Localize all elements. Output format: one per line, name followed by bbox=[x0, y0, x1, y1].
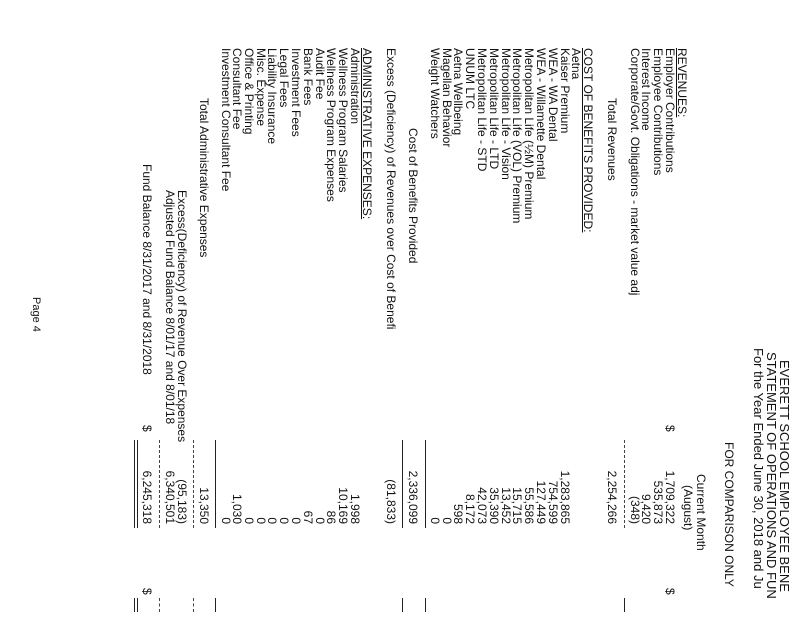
header-subtitle: STATEMENT OF OPERATIONS AND FUN bbox=[764, 352, 779, 599]
benefit-label: Aetna bbox=[569, 48, 583, 80]
admin-label: Audit Fee bbox=[313, 48, 327, 100]
benefit-value: 8,172 bbox=[463, 493, 477, 524]
benefit-label: Aetna Wellbeing bbox=[451, 48, 465, 136]
revenue-value: 1,709,322 bbox=[663, 470, 677, 524]
rule bbox=[402, 440, 403, 528]
cost-of-benefits-value: 2,336,099 bbox=[406, 470, 420, 524]
dollar-sign: $ bbox=[663, 588, 677, 595]
admin-label: Investment Consultant Fee bbox=[219, 48, 233, 192]
revenue-label: Employee Contributions bbox=[651, 48, 665, 176]
benefit-label: WEA - WA Dental bbox=[546, 48, 560, 142]
header-title: EVERETT SCHOOL EMPLOYEE BENE bbox=[777, 360, 792, 592]
revenue-label: Corporate/Govt. Obligations - market value adj bbox=[628, 48, 642, 296]
benefit-label: Kaiser Premium bbox=[558, 48, 572, 134]
rule bbox=[159, 598, 160, 612]
rule bbox=[624, 598, 625, 612]
benefit-value: 35,390 bbox=[487, 487, 501, 524]
rule bbox=[425, 598, 426, 612]
revenue-value: (348) bbox=[628, 495, 642, 524]
benefit-value: 13,452 bbox=[499, 487, 513, 524]
fund-balance-label: Fund Balance 8/31/2017 and 8/31/2018 bbox=[140, 164, 154, 375]
total-revenues-label: Total Revenues bbox=[605, 98, 619, 181]
rule bbox=[425, 440, 426, 528]
double-rule bbox=[134, 598, 138, 612]
excess-revenues-label: Excess (Deficiency) of Revenues over Cost of Benefi bbox=[384, 48, 398, 330]
total-revenues-value: 2,254,266 bbox=[605, 470, 619, 524]
rule bbox=[193, 440, 194, 528]
admin-value: 0 bbox=[254, 517, 268, 524]
admin-value: 86 bbox=[324, 510, 338, 524]
admin-label: Misc. Expense bbox=[254, 48, 268, 127]
benefit-value: 0 bbox=[440, 517, 454, 524]
admin-value: 1,998 bbox=[348, 493, 362, 524]
admin-label: Administration bbox=[348, 48, 362, 125]
dollar-sign: $ bbox=[140, 425, 154, 432]
benefit-value: 55,586 bbox=[522, 487, 536, 524]
column-subtitle: (August) bbox=[681, 485, 695, 531]
admin-value: 0 bbox=[313, 517, 327, 524]
benefit-label: Metropolitan Life - STD bbox=[475, 48, 489, 172]
revenues-heading: REVENUES: bbox=[675, 48, 689, 118]
admin-label: Legal Fees bbox=[277, 48, 291, 108]
revenue-label: Interest Income bbox=[639, 48, 653, 131]
admin-value: 67 bbox=[301, 510, 315, 524]
admin-value: 0 bbox=[265, 517, 279, 524]
admin-value: 0 bbox=[242, 517, 256, 524]
benefit-label: UNUM LTC bbox=[463, 48, 477, 110]
admin-label: Liability Insurance bbox=[265, 48, 279, 145]
rule bbox=[402, 598, 403, 612]
admin-value: 0 bbox=[277, 517, 291, 524]
admin-label: Bank Fees bbox=[301, 48, 315, 106]
total-admin-label: Total Administrative Expenses bbox=[197, 98, 211, 258]
admin-value: 10,169 bbox=[336, 487, 350, 524]
summary-value: (95,183) bbox=[175, 479, 189, 524]
admin-value: 1,030 bbox=[230, 493, 244, 524]
admin-label: Investment Fees bbox=[289, 48, 303, 137]
rule bbox=[215, 440, 216, 528]
benefit-label: Metropolitan Life - Vision bbox=[499, 48, 513, 180]
summary-label: Adjusted Fund Balance 8/01/17 and 8/01/18 bbox=[163, 190, 177, 425]
benefit-label: Weight Watchers bbox=[428, 48, 442, 139]
admin-label: Consultant Fee bbox=[230, 48, 244, 130]
benefit-label: WEA - Willamette Dental bbox=[534, 48, 548, 180]
summary-value: 6,340,501 bbox=[163, 470, 177, 524]
benefit-value: 1,283,865 bbox=[558, 470, 572, 524]
column-title: Current Month bbox=[694, 474, 708, 551]
rule bbox=[624, 440, 625, 528]
benefit-label: Magellan Behavior bbox=[440, 48, 454, 148]
benefit-label: Metropolitan Life - LTD bbox=[487, 48, 501, 170]
admin-label: Wellness Program Salaries bbox=[336, 48, 350, 193]
summary-label: Excess(Deficiency) of Revenue Over Expenses bbox=[175, 190, 189, 443]
admin-label: Wellness Program Expenses bbox=[324, 48, 338, 202]
benefit-value: 598 bbox=[451, 503, 465, 524]
rule bbox=[159, 440, 160, 528]
page-number: Page 4 bbox=[30, 297, 42, 332]
revenue-value: 9,420 bbox=[639, 493, 653, 524]
comparison-label: FOR COMPARISON ONLY bbox=[722, 442, 736, 587]
benefit-value: 754,599 bbox=[546, 480, 560, 524]
admin-heading: ADMINISTRATIVE EXPENSES: bbox=[360, 48, 374, 220]
dollar-sign: $ bbox=[663, 425, 677, 432]
benefits-heading: COST OF BENEFITS PROVIDED: bbox=[581, 48, 595, 233]
cost-of-benefits-label: Cost of Benefits Provided bbox=[406, 128, 420, 264]
admin-label: Office & Printing bbox=[242, 48, 256, 135]
rule bbox=[215, 598, 216, 612]
benefit-value: 15,715 bbox=[510, 487, 524, 524]
fund-balance-value: 6,245,318 bbox=[140, 470, 154, 524]
benefit-value: 42,073 bbox=[475, 487, 489, 524]
admin-value: 0 bbox=[289, 517, 303, 524]
excess-revenues-value: (81,833) bbox=[384, 479, 398, 524]
header-period: For the Year Ended June 30, 2018 and Ju bbox=[751, 348, 766, 589]
admin-value: 0 bbox=[219, 517, 233, 524]
benefit-label: Metropolitan Life (½M) Premium bbox=[522, 48, 536, 220]
rule bbox=[193, 598, 194, 612]
revenue-value: 535,873 bbox=[651, 480, 665, 524]
revenue-label: Employer Contributions bbox=[663, 48, 677, 173]
total-admin-value: 13,350 bbox=[197, 487, 211, 524]
double-rule bbox=[134, 440, 138, 528]
benefit-value: 0 bbox=[428, 517, 442, 524]
benefit-label: Metropolitan Life (VOL) Premium bbox=[510, 48, 524, 224]
dollar-sign: $ bbox=[140, 588, 154, 595]
benefit-value: 127,449 bbox=[534, 480, 548, 524]
